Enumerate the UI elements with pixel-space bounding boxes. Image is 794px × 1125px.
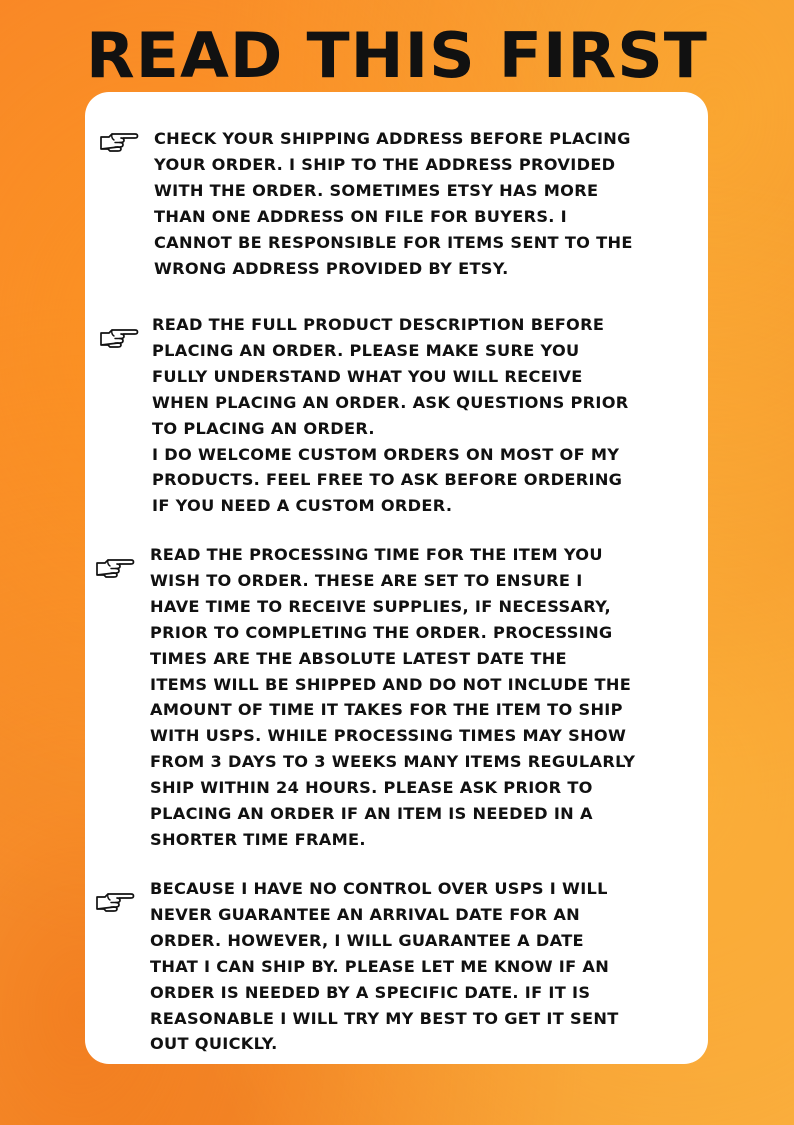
notice-text: READ THE PROCESSING TIME FOR THE ITEM YOU WISH TO ORDER. THESE ARE SET TO ENSURE I HAVE TIME TO RECEIVE SUPPLIES, IF NECESSARY, PRIOR TO COMPLETING THE ORDER. PROCESSING TIMES ARE THE ABSOLUTE LATEST DATE THE ITEMS WILL BE SHIPPED AND DO NOT INCLUDE THE AMOUNT OF TIME IT TAKES FOR THE ITEM TO SHIP WITH USPS. WHILE PROCESSING TIMES MAY SHOW FROM 3 DAYS TO 3 WEEKS MANY ITEMS REGULARLY SHIP WITHIN 24 HOURS. PLEASE ASK PRIOR TO PLACING AN ORDER IF AN ITEM IS NEEDED IN A SHORTER TIME FRAME. [150, 545, 636, 849]
pointing-hand-icon [95, 890, 135, 912]
pointing-hand-icon [99, 130, 139, 152]
notice-text: CHECK YOUR SHIPPING ADDRESS BEFORE PLACING YOUR ORDER. I SHIP TO THE ADDRESS PROVIDED WITH THE ORDER. SOMETIMES ETSY HAS MORE THAN ONE ADDRESS ON FILE FOR BUYERS. I CANNOT BE RESPONSIBLE FOR ITEMS SENT TO THE WRONG ADDRESS PROVIDED BY ETSY. [154, 129, 633, 278]
pointing-hand-icon [99, 326, 139, 348]
page-title: READ THIS FIRST [86, 19, 708, 92]
pointing-hand-icon [95, 556, 135, 578]
notice-text: READ THE FULL PRODUCT DESCRIPTION BEFORE PLACING AN ORDER. PLEASE MAKE SURE YOU FULLY UNDERSTAND WHAT YOU WILL RECEIVE WHEN PLACING AN ORDER. ASK QUESTIONS PRIOR TO PLACING AN ORDER. I DO WELCOME CUSTOM ORDERS ON MOST OF MY PRODUCTS. FEEL FREE TO ASK BEFORE ORDERING IF YOU NEED A CUSTOM ORDER. [152, 315, 629, 516]
notice-card [85, 92, 708, 1064]
notice-text: BECAUSE I HAVE NO CONTROL OVER USPS I WILL NEVER GUARANTEE AN ARRIVAL DATE FOR AN ORDER. HOWEVER, I WILL GUARANTEE A DATE THAT I CAN SHIP BY. PLEASE LET ME KNOW IF AN ORDER IS NEEDED BY A SPECIFIC DATE. IF IT IS REASONABLE I WILL TRY MY BEST TO GET IT SENT OUT QUICKLY. [150, 879, 619, 1054]
